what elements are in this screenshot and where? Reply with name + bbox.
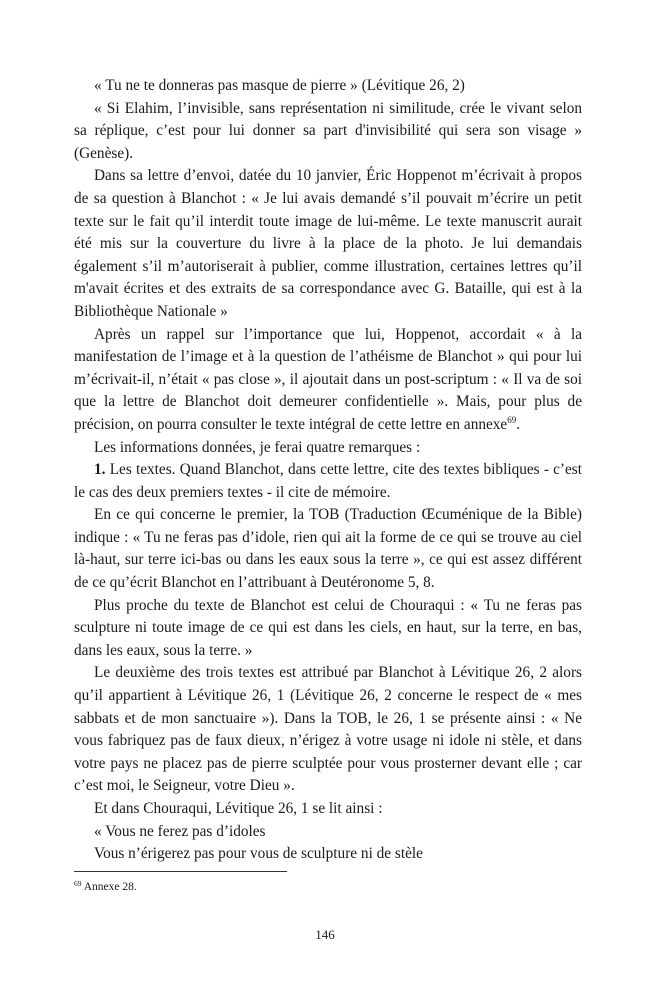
body-text bbox=[74, 75, 582, 866]
paragraph: Dans sa lettre d’envoi, datée du 10 janvier, Éric Hoppenot m’écrivait à propos de sa question à Blanchot : « Je lui avais demandé s’il pouvait m’écrire un petit texte sur le fait qu’il interdit toute image de lui-même. Le texte manuscrit aurait été mis sur la couverture du livre à la place de la photo. Je lui demandais également s’il m’autoriserait à publier, comme illustration, certaines lettres qu’il m'avait écrites et des extraits de sa correspondance avec G. Bataille, qui est à la Bibliothèque Nationale » bbox=[74, 167, 582, 320]
page-number: 146 bbox=[315, 927, 335, 942]
quote-line: Vous n’érigerez pas pour vous de sculpture ni de stèle bbox=[94, 845, 423, 863]
section-number: 1. bbox=[94, 461, 106, 479]
paragraph: Le deuxième des trois textes est attribué par Blanchot à Lévitique 26, 2 alors qu’il appartient à Lévitique 26, 1 (Lévitique 26, 2 concerne le respect de « mes sabbats et de mon sanctuaire »). Dans la TOB, le 26, 1 se présente ainsi : « Ne vous fabriquez pas de faux dieux, n’érigez à votre usage ni idole ni stèle, et dans votre pays ne placez pas de pierre sculptée pour vous prosterner devant elle ; car c’est moi, le Seigneur, votre Dieu ». bbox=[74, 664, 582, 795]
paragraph: « Tu ne te donneras pas masque de pierre » (Lévitique 26, 2) bbox=[94, 77, 465, 94]
paragraph: Et dans Chouraqui, Lévitique 26, 1 se lit ainsi : bbox=[94, 800, 383, 817]
paragraph: « Si Elahim, l’invisible, sans représentation ni similitude, crée le vivant selon sa réplique, c’est pour lui donner sa part d'invisibilité qui sera son visage » (Genèse). bbox=[74, 99, 582, 162]
footnote-text: Annexe 28. bbox=[81, 881, 137, 893]
footnote-separator bbox=[74, 871, 287, 872]
paragraph bbox=[74, 459, 582, 504]
footnote bbox=[74, 880, 582, 895]
footnote-reference: 69 bbox=[507, 414, 517, 425]
quote-line: « Vous ne ferez pas d’idoles bbox=[94, 822, 266, 840]
paragraph: Plus proche du texte de Blanchot est celui de Chouraqui : « Tu ne feras pas sculpture ni toute image de ce qui est dans les ciels, en haut, sur la terre, en bas, dans les eaux, sous la terre. » bbox=[74, 596, 582, 659]
paragraph: En ce qui concerne le premier, la TOB (Traduction Œcuménique de la Bible) indique : « Tu ne feras pas d’idole, rien qui ait la forme de ce qui se trouve au ciel là-haut, sur terre ici-bas ou dans les eaux sous la terre », ce qui est assez différent de ce qu’écrit Blanchot en l’attribuant à Deutéronome 5, 8. bbox=[74, 506, 582, 592]
footnote-number: 69 bbox=[74, 879, 82, 888]
paragraph-text: Après un rappel sur l’importance que lui, Hoppenot, accordait « à la manifestation de l’image et à la question de l’athéisme de Blanchot » qui pour lui m’écrivait-il, n’était « pas close », il ajoutait dans un post-scriptum : « Il va de soi que la lettre de Blanchot doit demeurer confidentielle ». Mais, pour plus de précision, on pourra consulter le texte intégral de cette lettre en annexe bbox=[74, 325, 582, 433]
paragraph: Les informations données, je ferai quatre remarques : bbox=[94, 438, 421, 456]
paragraph: Après un rappel sur l’importance que lui, Hoppenot, accordait « à la manifestation de l’image et à la question de l’athéisme de Blanchot » qui pour lui m’écrivait-il, n’était « pas close », il ajoutait dans un post-scriptum : « Il va de soi que la lettre de Blanchot doit demeurer confidentielle ». Mais, pour plus de précision, on pourra consulter le texte intégral de cette lettre en annexe$^{69}$. bbox=[74, 325, 582, 433]
paragraph-text: Les textes. Quand Blanchot, dans cette lettre, cite des textes bibliques - c’est le cas des deux premiers textes - il cite de mémoire. bbox=[74, 461, 582, 501]
